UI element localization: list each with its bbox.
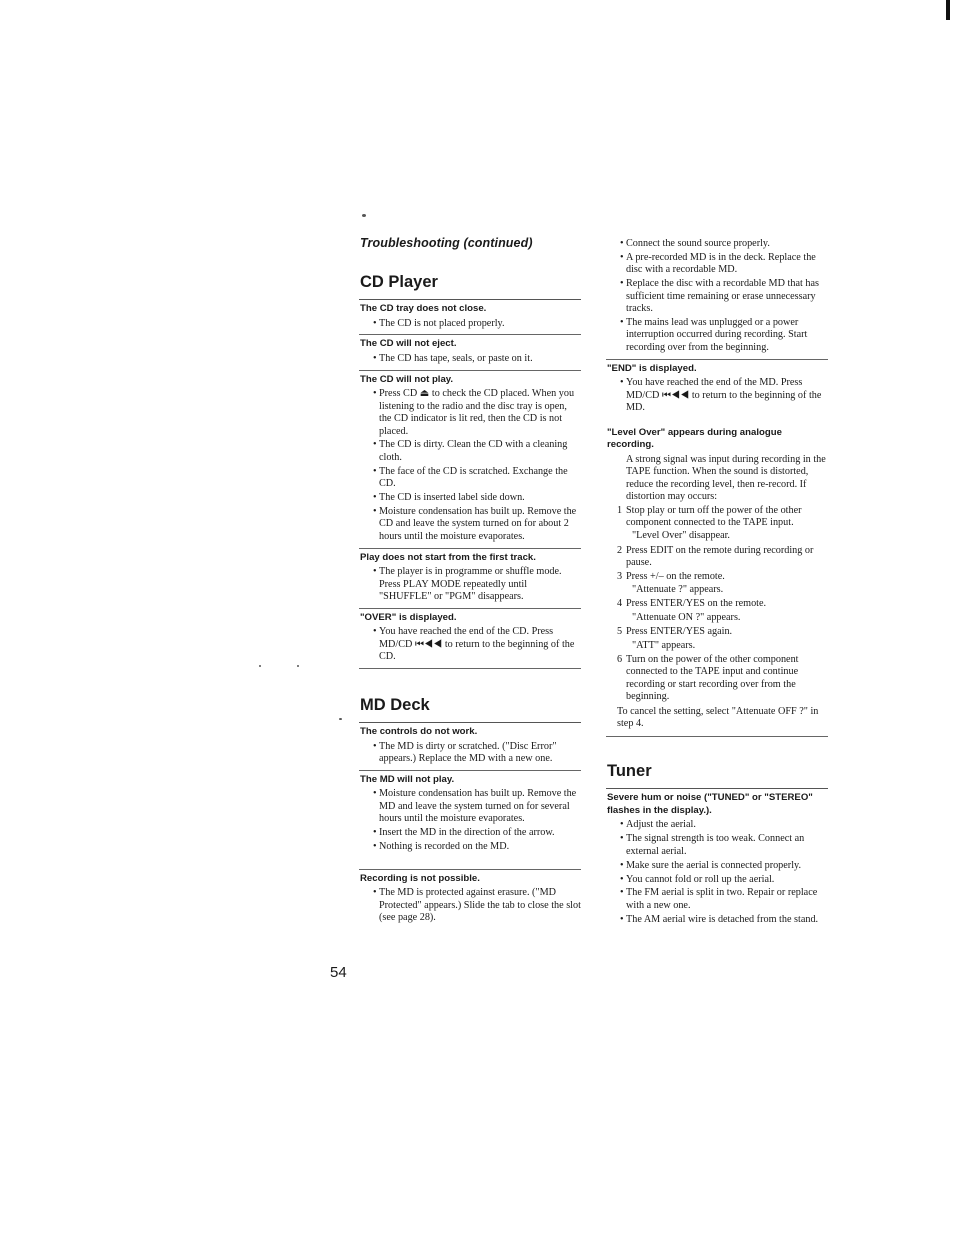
step-number: 6 bbox=[617, 653, 623, 665]
remedy-text: • Adjust the aerial. bbox=[626, 819, 828, 831]
step-2 bbox=[617, 544, 828, 570]
step-note: "ATT" appears. bbox=[632, 639, 696, 651]
remedy-text: • The CD has tape, seals, or paste on it. bbox=[379, 353, 581, 365]
tuner-section bbox=[606, 761, 828, 930]
left-column bbox=[359, 236, 581, 932]
scan-speck bbox=[362, 214, 366, 217]
trouble-item-recording bbox=[359, 873, 581, 929]
trouble-title: "END" is displayed. bbox=[607, 362, 697, 374]
remedy-text: • The CD is dirty. Clean the CD with a cleaning cloth. bbox=[379, 439, 581, 464]
scan-speck bbox=[259, 665, 261, 667]
tuner-title: Tuner bbox=[607, 762, 652, 781]
page-number: 54 bbox=[330, 964, 347, 981]
remedy-text: • Replace the disc with a recordable MD that has sufficient time remaining or erase unnecessary tracks. bbox=[626, 278, 828, 315]
step-note: "Level Over" disappear. bbox=[632, 530, 730, 542]
remedy-text: • Moisture condensation has built up. Remove the MD and leave the system turned on for several hours until the moisture evaporates. bbox=[379, 788, 581, 825]
remedy-text: • The CD is inserted label side down. bbox=[379, 492, 581, 504]
step-text: Press ENTER/YES again. bbox=[626, 626, 733, 638]
trouble-title: The controls do not work. bbox=[360, 726, 478, 738]
remedy-text: • The MD is protected against erasure. ("MD Protected" appears.) Slide the tab to close the slot (see page 28). bbox=[379, 887, 581, 924]
section-divider bbox=[606, 788, 828, 789]
trouble-item-first-track bbox=[359, 552, 581, 609]
md-deck-section bbox=[359, 695, 581, 929]
remedy-text: • Insert the MD in the direction of the arrow. bbox=[379, 827, 581, 839]
remedy-text: • Make sure the aerial is connected properly. bbox=[626, 860, 828, 872]
trouble-title: "OVER" is displayed. bbox=[360, 611, 457, 623]
cd-player-title: CD Player bbox=[360, 273, 438, 291]
remedy-text: • Press CD ⏏ to check the CD placed. When you listening to the radio and the disc tray is open, the CD indicator is lit red, then the CD is not placed. bbox=[379, 388, 581, 438]
cd-player-section bbox=[359, 272, 581, 669]
remedy-text: • Nothing is recorded on the MD. bbox=[379, 841, 581, 853]
remedy-text: • The AM aerial wire is detached from the stand. bbox=[626, 914, 828, 926]
cancel-note: To cancel the setting, select "Attenuate OFF ?" in step 4. bbox=[617, 705, 819, 729]
md-deck-title: MD Deck bbox=[360, 696, 430, 715]
step-3 bbox=[617, 570, 828, 583]
step-4 bbox=[617, 598, 828, 610]
section-divider bbox=[359, 299, 581, 300]
trouble-item-recording-cont bbox=[606, 238, 828, 360]
remedy-text: • The MD is dirty or scratched. ("Disc Error" appears.) Replace the MD with a new one. bbox=[379, 741, 581, 766]
remedy-text: • A pre-recorded MD is in the deck. Replace the disc with a recordable MD. bbox=[626, 252, 828, 277]
trouble-title: The CD tray does not close. bbox=[360, 303, 487, 314]
trouble-title: Play does not start from the first track. bbox=[360, 551, 536, 563]
trouble-item-cd-eject bbox=[359, 338, 581, 370]
step-number: 3 bbox=[617, 570, 623, 582]
step-number: 1 bbox=[617, 504, 623, 516]
trouble-title: The CD will not play. bbox=[360, 373, 454, 385]
trouble-title: The MD will not play. bbox=[360, 773, 455, 785]
trouble-title: Severe hum or noise ("TUNED" or "STEREO" flashes in the display.). bbox=[607, 792, 813, 816]
trouble-item-hum bbox=[606, 792, 828, 930]
step-number: 5 bbox=[617, 626, 623, 638]
step-note: "Attenuate ON ?" appears. bbox=[632, 611, 741, 623]
trouble-item-cd-tray bbox=[359, 303, 581, 335]
trouble-item-over bbox=[359, 612, 581, 669]
trouble-item-level-over bbox=[606, 427, 828, 738]
section-divider bbox=[359, 722, 581, 723]
remedy-text: • Moisture condensation has built up. Remove the CD and leave the system turned on for about 2 hours until the moisture evaporates. bbox=[379, 506, 581, 543]
right-column bbox=[606, 238, 828, 934]
remedy-text: • The FM aerial is split in two. Repair or replace with a new one. bbox=[626, 887, 828, 912]
trouble-title: "Level Over" appears during analogue recording. bbox=[607, 426, 782, 451]
scan-speck bbox=[339, 718, 342, 720]
step-text: Press ENTER/YES on the remote. bbox=[626, 598, 767, 610]
remedy-text: • The player is in programme or shuffle mode. Press PLAY MODE repeatedly until "SHUFFLE" or "PGM" disappears. bbox=[379, 566, 581, 603]
step-text: Press EDIT on the remote during recording or pause. bbox=[626, 544, 814, 569]
remedy-text: • The face of the CD is scratched. Exchange the CD. bbox=[379, 466, 581, 491]
step-text: Turn on the power of the other component connected to the TAPE input and continue recording or start recording over from the beginning. bbox=[626, 653, 799, 703]
scan-speck bbox=[297, 665, 299, 667]
trouble-item-md-play bbox=[359, 774, 581, 870]
scan-edge-mark bbox=[946, 0, 950, 20]
trouble-item-cd-play bbox=[359, 374, 581, 549]
remedy-intro: A strong signal was input during recording in the TAPE function. When the sound is distorted, reduce the recording level, then re-record. If distortion may occurs: bbox=[626, 453, 826, 503]
trouble-item-end bbox=[606, 363, 828, 424]
step-5 bbox=[617, 626, 828, 638]
trouble-title: The CD will not eject. bbox=[360, 338, 457, 350]
step-number: 2 bbox=[617, 544, 623, 556]
remedy-text: • You have reached the end of the MD. Press MD/CD ⏮◀◀ to return to the beginning of the MD. bbox=[626, 377, 828, 414]
running-head: Troubleshooting (continued) bbox=[360, 236, 533, 250]
remedy-text: • Connect the sound source properly. bbox=[626, 238, 828, 250]
step-text: Press +/– on the remote. bbox=[626, 570, 725, 582]
remedy-text: • You cannot fold or roll up the aerial. bbox=[626, 874, 828, 886]
trouble-item-controls bbox=[359, 726, 581, 771]
step-note: "Attenuate ?" appears. bbox=[632, 583, 724, 595]
trouble-title: Recording is not possible. bbox=[360, 872, 480, 884]
remedy-text: • The CD is not placed properly. bbox=[379, 318, 581, 330]
step-number: 4 bbox=[617, 598, 623, 610]
remedy-text: • The signal strength is too weak. Connect an external aerial. bbox=[626, 833, 828, 858]
remedy-text: • The mains lead was unplugged or a power interruption occurred during recording. Start recording over from the beginning. bbox=[626, 317, 828, 354]
step-1 bbox=[617, 504, 828, 530]
step-6 bbox=[617, 653, 828, 704]
step-text: Stop play or turn off the power of the other component connected to the TAPE input. bbox=[626, 504, 802, 528]
remedy-text: • You have reached the end of the CD. Press MD/CD ⏮◀◀ to return to the beginning of the CD. bbox=[379, 626, 581, 663]
